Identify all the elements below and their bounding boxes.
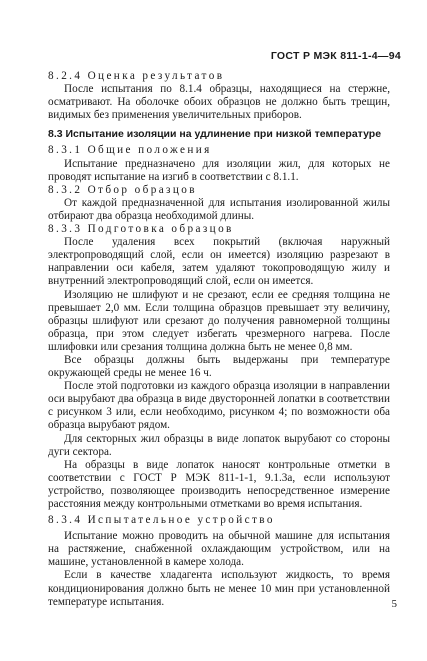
section-8-3-4-paragraph-2: Если в качестве хладагента используют жидкость, то время кондиционирования должно быть не менее 10 мин при установленной температуре испытания.: [48, 569, 390, 608]
section-8-3-3-paragraph-6: На образцы в виде лопаток наносят контрольные отметки в соответствии с ГОСТ Р МЭК 811-1-1, 9.1.3а, если используют устройство, позволяющее производить непосредственное измерение расстояния между контрольными отметками во время испытания.: [48, 458, 390, 510]
page-number: 5: [391, 598, 397, 610]
section-8-3-3-paragraph-3: Все образцы должны быть выдержаны при температуре окружающей среды не менее 16 ч.: [48, 353, 390, 380]
section-8-3-4-paragraph-1: Испытание можно проводить на обычной машине для испытания на растяжение, снабженной охлаждающим устройством, или на машине, установленной в камере холода.: [48, 530, 390, 569]
page-content: [48, 70, 390, 609]
section-8-3-3-paragraph-4: После этой подготовки из каждого образца изоляции в направлении оси вырубают два образца в виде двусторонней лопатки в соответствии с рисунком 3 или, если необходимо, рисунком 4; по возможности оба образца вырубают рядом.: [48, 380, 390, 432]
section-8-3-3-paragraph-1: После удаления всех покрытий (включая наружный электропроводящий слой, если он имеется) изоляцию разрезают в направлении оси кабеля, затем удаляют токопроводящую жилу и внутренний электропроводящий слой, если он имеется.: [48, 236, 390, 288]
section-8-3-3-paragraph-2: Изоляцию не шлифуют и не срезают, если ее средняя толщина не превышает 2,0 мм. Если толщина образцов превышает эту величину, образцы шлифуют или срезают до получения равномерной толщины образца, при этом следует избегать чрезмерного нагрева. После шлифовки или срезания толщина должна быть не менее 0,8 мм.: [48, 288, 390, 353]
section-8-3-3-title: 8.3.3 Подготовка образцов: [48, 223, 234, 236]
section-8-3-1-paragraph-1: Испытание предназначено для изоляции жил, для которых не проводят испытание на изгиб в соответствии с 8.1.1.: [48, 157, 390, 183]
section-8-3-title: 8.3 Испытание изоляции на удлинение при низкой температуре: [48, 128, 382, 141]
section-8-2-4-paragraph-1: После испытания по 8.1.4 образцы, находящиеся на стержне, осматривают. На оболочке обоих образцов не должно быть трещин, видимых без применения увеличительных приборов.: [48, 83, 390, 122]
section-8-2-4-title: 8.2.4 Оценка результатов: [48, 70, 225, 82]
section-8-3-2-paragraph-1: От каждой предназначенной для испытания изолированной жилы отбирают два образца необходимой длины.: [48, 196, 390, 222]
section-8-3-2-title: 8.3.2 Отбор образцов: [48, 183, 197, 196]
section-8-3-3-paragraph-5: Для секторных жил образцы в виде лопаток вырубают со стороны дуги сектора.: [48, 432, 390, 458]
section-8-3-4-title: 8.3.4 Испытательное устройство: [48, 514, 275, 527]
standard-header: ГОСТ Р МЭК 811-1-4—94: [270, 50, 401, 62]
section-8-3-1-title: 8.3.1 Общие положения: [48, 144, 212, 157]
